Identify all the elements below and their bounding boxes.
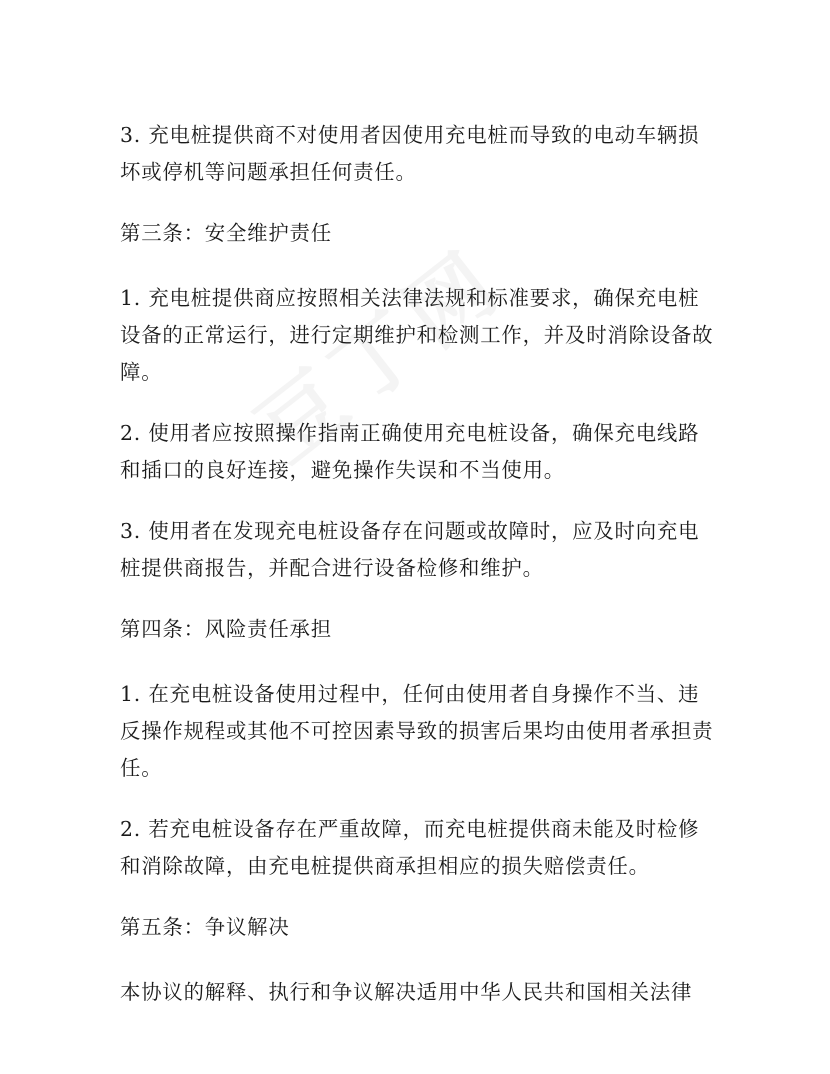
clause-3-item-2: 2. 使用者应按照操作指南正确使用充电桩设备，确保充电线路和插口的良好连接，避免操作失误和不当使用。: [120, 421, 700, 482]
clause-3-item-1: 1. 充电桩提供商应按照相关法律法规和标准要求，确保充电桩设备的正常运行，进行定期维护和检测工作，并及时消除设备故障。: [120, 286, 714, 384]
clause-3-item-3: 3. 使用者在发现充电桩设备存在问题或故障时，应及时向充电桩提供商报告，并配合进行设备检修和维护。: [120, 519, 700, 580]
clause-5-body: 本协议的解释、执行和争议解决适用中华人民共和国相关法律: [120, 980, 693, 1004]
section-heading-article-4: 第四条：风险责任承担: [120, 617, 332, 641]
clause-4-item-2: 2. 若充电桩设备存在严重故障，而充电桩提供商未能及时检修和消除故障，由充电桩提供商承担相应的损失赔偿责任。: [120, 817, 700, 878]
document-body: [120, 117, 720, 1035]
clause-2-item-3: 3. 充电桩提供商不对使用者因使用充电桩而导致的电动车辆损坏或停机等问题承担任何责任。: [120, 123, 700, 184]
section-heading-article-3: 第三条：安全维护责任: [120, 221, 332, 245]
section-heading-article-5: 第五条：争议解决: [120, 915, 290, 939]
clause-4-item-1: 1. 在充电桩设备使用过程中，任何由使用者自身操作不当、违反操作规程或其他不可控因素导致的损害后果均由使用者承担责任。: [120, 682, 714, 780]
